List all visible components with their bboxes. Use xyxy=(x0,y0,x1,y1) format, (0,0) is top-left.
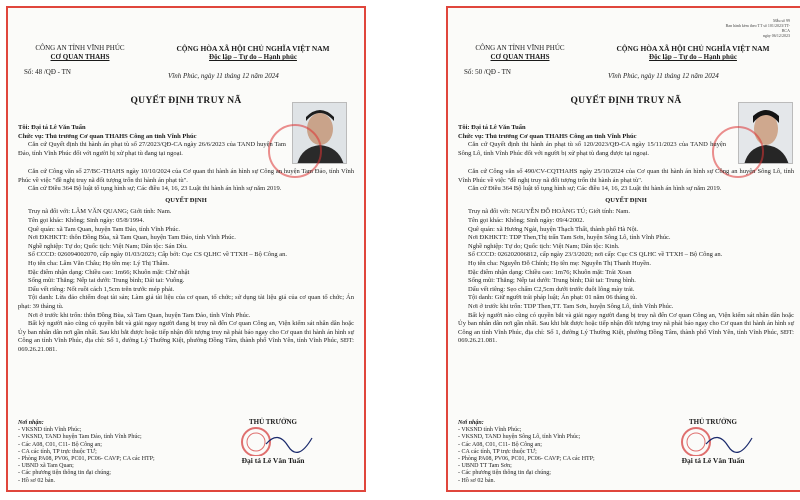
detail-line: Truy nã đối với: LÂM VĂN QUANG; Giới tính: Nam. xyxy=(28,208,172,216)
detail-line: Dấu vết riêng: Nốt ruồi cách 1,5cm trên trước mép phải. xyxy=(28,285,175,293)
document-number: Số: 48 /QĐ - TN xyxy=(24,68,71,76)
wanted-decision-left xyxy=(6,6,366,492)
recipient-item: - Các A08, C01, C11- Bộ Công an; xyxy=(458,441,542,448)
national-header xyxy=(153,44,353,62)
detail-line: Nơi ở trước khi trốn: TDP Then,TT. Tam Sơn, huyện Sông Lô, tỉnh Vĩnh Phúc. xyxy=(468,302,674,310)
basis-paragraph-2: Căn cứ Công văn số 27/BC-THAHS ngày 10/10/2024 của Cơ quan thi hành án hình sự Công an huyện Tam Đảo, tỉnh Vĩnh Phúc về việc "đề nghị truy nã đối tượng trốn thi hành án phạt tù". xyxy=(18,168,354,184)
recipient-item: - UBND TT Tam Sơn; xyxy=(458,463,512,470)
basis-paragraph-3: Căn cứ Điều 364 Bộ luật tố tụng hình sự; Các điều 14, 16, 23 Luật thi hành án hình sự năm 2019. xyxy=(468,185,722,193)
recipient-item: - Hồ sơ 02 bản. xyxy=(18,477,56,484)
place-date: Vĩnh Phúc, ngày 11 tháng 12 năm 2024 xyxy=(608,72,719,80)
detail-line: Họ tên cha: Lâm Văn Châu; Họ tên mẹ: Lý Thị Thâm. xyxy=(28,259,170,267)
issuer-line: Tôi: Đại tá Lê Văn Tuấn xyxy=(458,124,526,131)
basis-paragraph-1: Căn cứ Quyết định thi hành án phạt tù số 120/2023/QĐ-CA ngày 15/11/2023 của TAND huyện Sông Lô, tỉnh Vĩnh Phúc đối với người bị xử phạt tù đang được tại ngoại. xyxy=(458,141,726,157)
detail-line: Truy nã đối với: NGUYỄN ĐỖ HOÀNG TÚ; Giới tính: Nam. xyxy=(468,208,630,216)
org-name: CÔNG AN TỈNH VĨNH PHÚC xyxy=(35,44,125,52)
detail-line: Đặc điểm nhận dạng: Chiều cao: 1m66; Khuôn mặt: Chữ nhật xyxy=(28,268,190,276)
detail-line: Tội danh: Lừa đảo chiếm đoạt tài sản; Làm giả tài liệu của cơ quan, tổ chức; sử dụng tài liệu giả của cơ quan tổ chức; Án phạt: 39 tháng tù. xyxy=(18,294,354,310)
position-line: Chức vụ: Thủ trưởng Cơ quan THAHS Công an tỉnh Vĩnh Phúc xyxy=(458,132,637,140)
org-name: CÔNG AN TỈNH VĨNH PHÚC xyxy=(475,44,565,52)
detail-line: Nơi ở trước khi trốn: thôn Đồng Bùa, xã Tam Quan, huyện Tam Đảo, tỉnh Vĩnh Phúc. xyxy=(28,311,251,319)
recipient-item: - CA các tỉnh, TP trực thuộc TƯ; xyxy=(458,448,537,455)
org-subname: CƠ QUAN THAHS xyxy=(50,53,110,61)
national-motto: Độc lập – Tự do – Hạnh phúc xyxy=(209,53,297,61)
place-date: Vĩnh Phúc, ngày 11 tháng 12 năm 2024 xyxy=(168,72,279,80)
document-body xyxy=(458,124,726,158)
recipients-list xyxy=(458,420,595,485)
recipient-item: - VKSND tỉnh Vĩnh Phúc; xyxy=(18,427,82,434)
recipient-item: - VKSND tỉnh Vĩnh Phúc; xyxy=(458,427,522,434)
detail-line: Dấu vết riêng: Sẹo chấm C2,5cm dưới trước đuôi lông mày trái. xyxy=(468,285,635,293)
recipient-item: - UBND xã Tam Quan; xyxy=(18,463,74,470)
issuer-line: Tôi: Đại tá Lê Văn Tuấn xyxy=(18,124,86,131)
basis-paragraph-2: Căn cứ Công văn số 490/CV-CQTHAHS ngày 25/10/2024 của Cơ quan thi hành án hình sự Công an huyện Sông Lô, tỉnh Vĩnh Phúc về việc "đề nghị truy nã đối tượng trốn thi hành án phạt tù". xyxy=(458,168,794,184)
detail-line: Số CCCD: 026202006812, cấp ngày 23/3/2020; nơi cấp: Cục CS QLHC về TTXH – Bộ Công an. xyxy=(468,251,723,259)
recipient-item: - Các phương tiện thông tin đại chúng; xyxy=(18,470,111,477)
signer-title: THỦ TRƯỞNG xyxy=(248,418,298,426)
signer-name: Đại tá Lê Văn Tuấn xyxy=(241,456,305,465)
detail-line: Nơi ĐKHKTT: TDP Then,Thị trấn Tam Sơn, huyện Sông Lô, tỉnh Vĩnh Phúc. xyxy=(468,234,671,242)
signer-name: Đại tá Lê Văn Tuấn xyxy=(681,456,745,465)
signature-block xyxy=(208,418,338,465)
org-subname: CƠ QUAN THAHS xyxy=(490,53,550,61)
country-name: CỘNG HÒA XÃ HỘI CHỦ NGHĨA VIỆT NAM xyxy=(616,44,770,53)
recipient-item: - Phòng PA08, PV06, PC01, PC06- CAVP; CA các HTP; xyxy=(18,456,155,463)
detail-line: Tên gọi khác: Không; Sinh ngày: 05/8/1994. xyxy=(28,216,145,224)
document-number: Số: 50 /QĐ - TN xyxy=(464,68,511,76)
detail-line: Quê quán: xã Tam Quan, huyện Tam Đảo, tỉnh Vĩnh Phúc. xyxy=(28,225,180,233)
recipient-item: - Các A08, C01, C11- Bộ Công an; xyxy=(18,441,102,448)
wanted-decision-right xyxy=(446,6,800,492)
decision-heading: QUYẾT ĐỊNH xyxy=(165,196,207,204)
signature-seal xyxy=(208,426,338,456)
national-motto: Độc lập – Tự do – Hạnh phúc xyxy=(649,53,737,61)
detail-line: Tên gọi khác: Không; Sinh ngày: 09/4/2002. xyxy=(468,216,585,224)
basis-paragraph-1: Căn cứ Quyết định thi hành án phạt tù số 27/2023/QĐ-CA ngày 26/6/2023 của TAND huyện Tam Đảo, tỉnh Vĩnh Phúc đối với người bị xử phạt tù đang tại ngoại. xyxy=(18,141,286,157)
position-line: Chức vụ: Thủ trưởng Cơ quan THAHS Công an tỉnh Vĩnh Phúc xyxy=(18,132,197,140)
form-reference: Mẫu số 99 Ban hành kèm theo TT số 101/2023/TT-BCA ngày 06/12/2023 xyxy=(725,18,790,38)
document-body-lower xyxy=(458,168,794,346)
detail-line: Tội danh: Giữ người trái pháp luật; Án phạt: 01 năm 06 tháng tù. xyxy=(468,294,637,302)
detail-line: Bất kỳ người nào cũng có quyền bắt và giải ngay người đang bị truy nã đến Cơ quan Công an, Viện kiểm sát nhân dân hoặc Ủy ban nhân dân nơi gần nhất. Sau khi bắt được hoặc tiếp nhận đối tượng truy nã phải báo ngay cho Cơ quan thi hành án hình sự Công an tỉnh Vĩnh Phúc, địa chỉ: Số 1, đường Lý Thường Kiệt, phường Đồng Tâm, thành phố Vĩnh Yên, tỉnh Vĩnh Phúc, SĐT: 069.26.21.081. xyxy=(18,320,354,353)
basis-paragraph-3: Căn cứ Điều 364 Bộ luật tố tụng hình sự; Các điều 14, 16, 23 Luật thi hành án hình sự năm 2019. xyxy=(28,185,282,193)
detail-line: Nơi ĐKHKTT: thôn Đồng Bùa, xã Tam Quan, huyện Tam Đảo, tỉnh Vĩnh Phúc. xyxy=(28,234,236,242)
document-body-lower xyxy=(18,168,354,354)
document-title: QUYẾT ĐỊNH TRUY NÃ xyxy=(570,96,682,106)
recipient-item: - CA các tỉnh, TP trực thuộc TƯ; xyxy=(18,448,97,455)
detail-line: Nghề nghiệp: Tự do; Quốc tịch: Việt Nam; Dân tộc: Kinh. xyxy=(468,242,620,250)
signer-title: THỦ TRƯỞNG xyxy=(688,418,738,426)
recipient-item: - Các phương tiện thông tin đại chúng; xyxy=(458,470,551,477)
detail-line: Họ tên cha: Nguyễn Đỗ Chính; Họ tên mẹ: Nguyễn Thị Thanh Huyền. xyxy=(468,259,651,267)
document-title: QUYẾT ĐỊNH TRUY NÃ xyxy=(130,96,242,106)
detail-line: Nghề nghiệp: Tự do; Quốc tịch: Việt Nam; Dân tộc: Sán Dìu. xyxy=(28,242,188,250)
recipient-item: - VKSND, TAND huyện Tam Đảo, tỉnh Vĩnh Phúc; xyxy=(18,434,142,441)
recipient-item: - VKSND, TAND huyện Sông Lô, tỉnh Vĩnh Phúc; xyxy=(458,434,581,441)
recipients-title: Nơi nhận: xyxy=(458,420,484,426)
national-header xyxy=(593,44,793,62)
detail-line: Số CCCD: 026094002070, cấp ngày 01/03/2023; Cấp bởi: Cục CS QLHC về TTXH – Bộ Công an. xyxy=(28,251,287,259)
document-body xyxy=(18,124,286,158)
issuing-agency xyxy=(460,44,580,77)
detail-line: Sống mũi: Thẳng; Nếp tai dưới: Trung bình; Dái tai: Trung bình. xyxy=(468,277,636,285)
country-name: CỘNG HÒA XÃ HỘI CHỦ NGHĨA VIỆT NAM xyxy=(176,44,330,53)
recipient-item: - Phòng PA08, PV06, PC01, PC06- CAVP; CA các HTP; xyxy=(458,456,595,463)
detail-line: Sống mũi: Thẳng; Nếp tai dưới: Trung bình; Dái tai: Vuông. xyxy=(28,277,185,285)
signature-seal xyxy=(648,426,778,456)
recipients-list xyxy=(18,420,155,485)
detail-line: Đặc điểm nhận dạng: Chiều cao: 1m76; Khuôn mặt: Trái Xoan xyxy=(468,268,632,276)
issuing-agency xyxy=(20,44,140,77)
recipient-item: - Hồ sơ 02 bản. xyxy=(458,477,496,484)
decision-heading: QUYẾT ĐỊNH xyxy=(605,196,647,204)
detail-line: Quê quán: xã Hương Ngải, huyện Thạch Thất, thành phố Hà Nội. xyxy=(468,225,639,233)
detail-line: Bất kỳ người nào cũng có quyền bắt và giải ngay người đang bị truy nã đến Cơ quan Công an, Viện kiểm sát nhân dân hoặc Ủy ban nhân dân nơi gần nhất. Sau khi bắt được hoặc tiếp nhận đối tượng truy nã phải báo ngay cho Cơ quan thi hành án hình sự Công an tỉnh Vĩnh Phúc, địa chỉ: Số 1, đường Lý Thường Kiệt, phường Đồng Tâm, thành phố Vĩnh Yên, tỉnh Vĩnh Phúc, SĐT: 069.26.21.081. xyxy=(458,311,794,345)
recipients-title: Nơi nhận: xyxy=(18,420,44,426)
signature-block xyxy=(648,418,778,465)
